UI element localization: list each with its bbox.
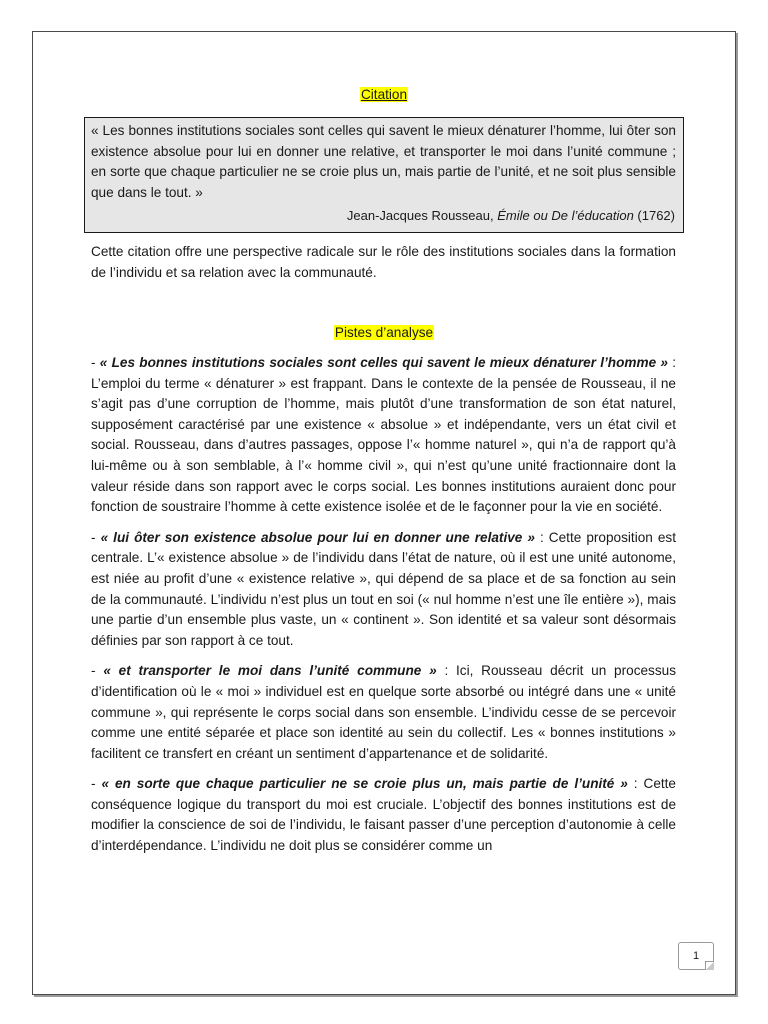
analysis-point [91,353,676,518]
point-prefix: - [91,529,101,545]
analyse-heading [0,324,768,342]
point-prefix: - [91,776,102,792]
intro-text: Cette citation offre une perspective radicale sur le rôle des institutions sociales dans la formation de l’individu et sa relation avec la communauté. [91,244,676,280]
point-lead: « en sorte que chaque particulier ne se croie plus un, mais partie de l’unité » [101,776,628,792]
analysis-point [91,528,676,652]
point-body: : Cette conséquence logique du transport du moi est cruciale. L’objectif des bonnes institutions est de modifier la conscience de soi de l’individu, le faisant passer d’une perception d’autonomie à celle d’interdépendance. L’individu ne doit plus se considérer comme un [91,776,676,854]
page-number: 1 [692,950,700,962]
analysis-point [91,661,676,764]
citation-heading [0,86,768,104]
point-body: : L’emploi du terme « dénaturer » est frappant. Dans le contexte de la pensée de Rousseau, il ne s’agit pas d’une corruption de l’homme, mais plutôt d’une transformation de son état naturel, supposément caractérisé par une existence « absolue » et indépendante, vers un état civil et social. Rousseau, dans d’autres passages, oppose l’« homme naturel », qui n’a de rapport qu’à lui-même ou à son semblable, à l’« homme civil », qui n’est qu’une unité fractionnaire dont la valeur réside dans son rapport avec le corps social. Les bonnes institutions auraient donc pour fonction de soustraire l’homme à cette existence isolée et de le façonner pour la vie en société. [91,355,676,515]
quote-text: « Les bonnes institutions sociales sont celles qui savent le mieux dénaturer l’homme, lui ôter son existence absolue pour lui en donner une relative, et transporter le moi dans l’unité commune ; en sorte que chaque particulier ne se croie plus un, mais partie de l’unité, et ne soit plus sensible que dans le tout. » [91,123,676,200]
analysis-point [91,774,676,856]
point-prefix: - [91,355,100,370]
quote-work: Émile ou De l’éducation [497,208,634,224]
intro-paragraph [91,242,676,293]
quote-attribution [347,206,675,227]
point-prefix: - [91,663,104,679]
citation-heading-text: Citation [360,87,408,102]
point-body: : Cette proposition est centrale. L’« existence absolue » de l’individu dans l’état de nature, où il est une unité autonome, est niée au profit d’une « existence relative », qui dépend de sa place et de sa fonction au sein de la communauté. L’individu n’est plus un tout en soi (« nul homme n’est une île entière »), mais une partie d’un ensemble plus vaste, un « continent ». Son identité et sa valeur sont désormais définies par son rapport à ce tout. [91,529,677,648]
point-lead: « Les bonnes institutions sociales sont celles qui savent le mieux dénaturer l’homme » [99,355,668,370]
analysis-body [91,353,676,867]
analyse-heading-text: Pistes d’analyse [334,325,434,340]
quote-year: (1762) [633,208,675,224]
point-lead: « lui ôter son existence absolue pour lui en donner une relative » [100,529,535,545]
quote-box [84,117,684,233]
point-body: : Ici, Rousseau décrit un processus d’identification où le « moi » individuel est en quelque sorte absorbé ou intégré dans une « unité commune », qui représente le corps social dans son ensemble. L’individu cesse de se percevoir comme une entité séparée et place son identité au sein du collectif. Les « bonnes institutions » facilitent ce transfert en créant un sentiment d’appartenance et de solidarité. [91,663,676,761]
point-lead: « et transporter le moi dans l’unité commune » [103,663,437,679]
page-fold-icon [705,961,714,970]
page-number-box [678,942,714,970]
quote-author: Jean-Jacques Rousseau, [346,208,498,224]
